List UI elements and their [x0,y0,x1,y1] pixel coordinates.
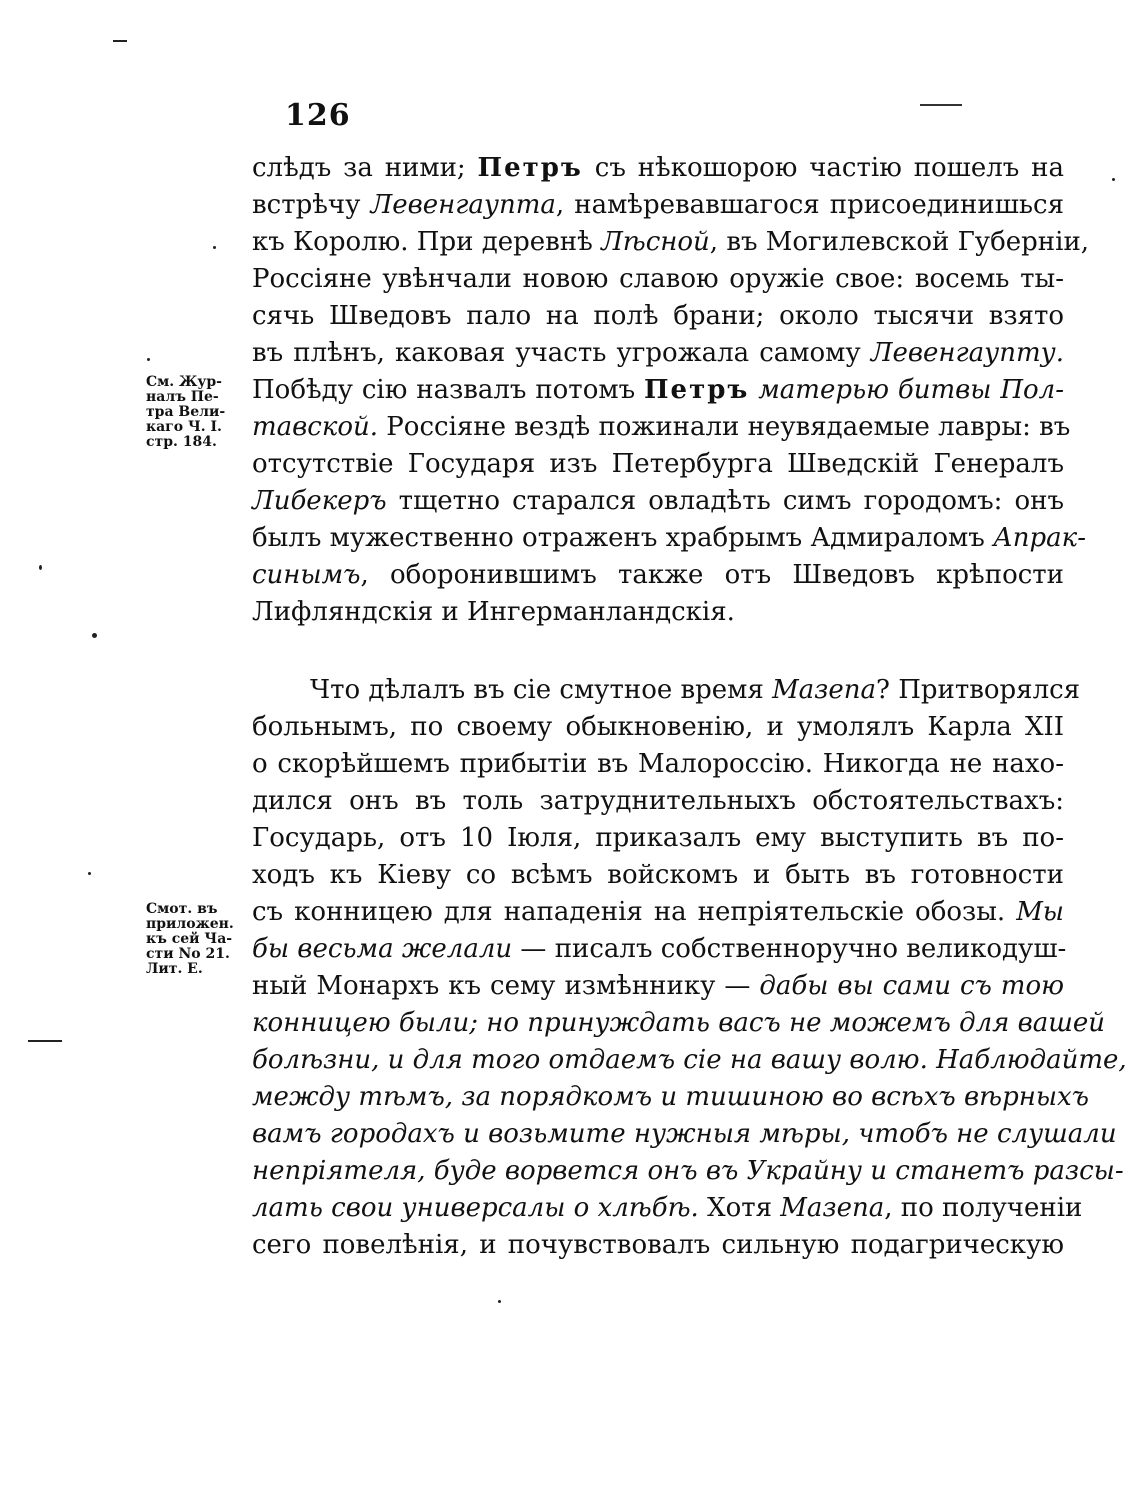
text-line [252,931,1067,968]
margin-note-line: Лит. Е. [146,961,203,977]
scan-speck [39,565,42,570]
italic-run: Мазепа [772,675,876,705]
text-run: встрѣчу [252,190,371,220]
spaced-name: Петръ [477,153,583,183]
text-line [252,968,1064,1005]
text-run: былъ мужественно отраженъ храбрымъ Адмираломъ [252,523,994,553]
text-run: сячь Шведовъ пало на полѣ брани; около тысячи взято [252,301,1064,331]
page-number: 126 [285,98,351,133]
text-run: къ Королю. При деревнѣ [252,227,602,257]
text-line [252,820,1064,857]
text-line [252,372,1064,409]
italic-run: бы весьма желали [252,934,513,964]
text-run: дился онъ въ толь затруднительныхъ обстоятельствахъ: [252,786,1064,816]
text-line [252,298,1064,335]
margin-note-line: налъ Пе- [146,389,219,405]
text-line [252,594,1064,631]
italic-run: синымъ [252,560,361,590]
italic-run: Лѣсной [601,227,710,257]
italic-run: матерью битвы Пол- [758,375,1065,405]
text-run: Хотя [698,1193,781,1223]
text-run: съ конницею для нападенія на непріятельскіе обозы. [252,897,1017,927]
text-run: Россіяне увѣнчали новою славою оружіе свое: восемь ты- [252,264,1064,294]
text-line [252,335,1064,372]
italic-run: конницею были; но принуждать васъ не можемъ для вашей [252,1008,1105,1038]
text-run: ходъ къ Кіеву со всѣмъ войскомъ и быть въ готовности [252,860,1064,890]
margin-note-line: приложен. [146,916,234,932]
margin-note-line: сти No 21. [146,946,230,962]
text-run: больнымъ, по своему обыкновенію, и умолялъ Карла XII [252,712,1064,742]
scan-speck [88,872,91,875]
text-run: о скорѣйшемъ прибытіи въ Малороссію. Никогда не нахо- [252,749,1064,779]
margin-note-line: каго Ч. I. [146,419,222,435]
text-run [749,375,758,405]
text-run: Государь, отъ 10 Іюля, приказалъ ему выступить въ по- [252,823,1064,853]
scan-speck [92,633,97,638]
text-run: , оборонившимъ также отъ Шведовъ крѣпости [360,560,1064,590]
text-line [252,709,1064,746]
text-line [252,1116,1117,1153]
text-run: , по полученіи [884,1193,1083,1223]
italic-run: Левенгаупта [370,190,556,220]
text-line [252,150,1064,187]
text-line [252,894,1064,931]
text-line [252,1190,1083,1227]
italic-run: вамъ городахъ и возьмите нужныя мѣры, чтобъ не слушали [252,1119,1117,1149]
margin-note-line: къ сей Ча- [146,931,233,947]
spaced-name: Петръ [644,375,750,405]
text-run: Россіяне вездѣ пожинали неувядаемые лавры: въ [378,412,1071,442]
text-run: сего повелѣнія, и почувствовалъ сильную подагрическую [252,1230,1064,1260]
italic-run: непріятеля, буде ворвется онъ въ Украйну и станетъ разсы- [252,1156,1124,1186]
text-run: Лифляндскія и Ингерманландскія. [252,597,735,627]
text-line [252,857,1064,894]
italic-run: Левенгаупту. [870,338,1064,368]
margin-note-line: Смот. въ [146,901,218,917]
text-run: слѣдъ за ними; [252,153,478,183]
text-run: — писалъ собственноручно великодуш- [512,934,1067,964]
text-line [252,446,1064,483]
scan-speck [147,358,150,361]
text-line [252,557,1064,594]
text-line [252,1079,1090,1116]
text-line [252,672,1081,709]
scan-mark [28,1040,62,1042]
italic-run: Мазепа [780,1193,885,1223]
text-run: ный Монархъ къ сему измѣннику — [252,971,760,1001]
margin-note-line: стр. 184. [146,434,217,450]
header-rule [920,104,962,106]
scan-mark [113,40,127,42]
text-line [252,224,1090,261]
text-run: , намѣревавшагося присоединишься [555,190,1064,220]
text-line [252,261,1064,298]
margin-note-line: тра Вели- [146,404,226,420]
text-line [252,1227,1064,1264]
italic-run: Апрак- [993,523,1086,553]
text-run: ? Притворялся [876,675,1081,705]
paragraph-1 [252,150,1090,631]
paragraph-2 [252,672,1127,1264]
italic-run: лать свои универсалы о хлѣбѣ. [252,1193,699,1223]
margin-note-journal [146,375,254,450]
text-run: Что дѣлалъ въ сіе смутное время [310,675,773,705]
text-line [252,187,1064,224]
scan-speck [1112,178,1115,181]
scan-speck [498,1300,501,1303]
text-line [252,520,1086,557]
text-line [252,1042,1127,1079]
text-run: , въ Могилевской Губерніи, [709,227,1090,257]
text-line [252,1005,1105,1042]
text-line [252,746,1064,783]
text-run: съ нѣкошорою частію пошелъ на [582,153,1064,183]
scan-speck [213,246,216,249]
italic-run: болѣзни, и для того отдаемъ сіе на вашу волю. Наблюдайте, [252,1045,1127,1075]
margin-note-appendix [146,902,254,977]
margin-note-line: См. Жур- [146,374,222,390]
text-run: Побѣду сію назвалъ потомъ [252,375,644,405]
text-line [252,1153,1124,1190]
italic-run: дабы вы сами съ тою [759,971,1065,1001]
text-line [252,483,1064,520]
italic-run: Либекеръ [252,486,387,516]
text-run: тщетно старался овладѣть симъ городомъ: онъ [386,486,1064,516]
italic-run: Мы [1016,897,1064,927]
italic-run: тавской. [252,412,379,442]
text-run: отсутствіе Государя изъ Петербурга Шведскій Генералъ [252,449,1064,479]
italic-run: между тѣмъ, за порядкомъ и тишиною во всѣхъ вѣрныхъ [252,1082,1090,1112]
text-line [252,783,1064,820]
text-line [252,409,1071,446]
text-run: въ плѣнъ, каковая участь угрожала самому [252,338,871,368]
